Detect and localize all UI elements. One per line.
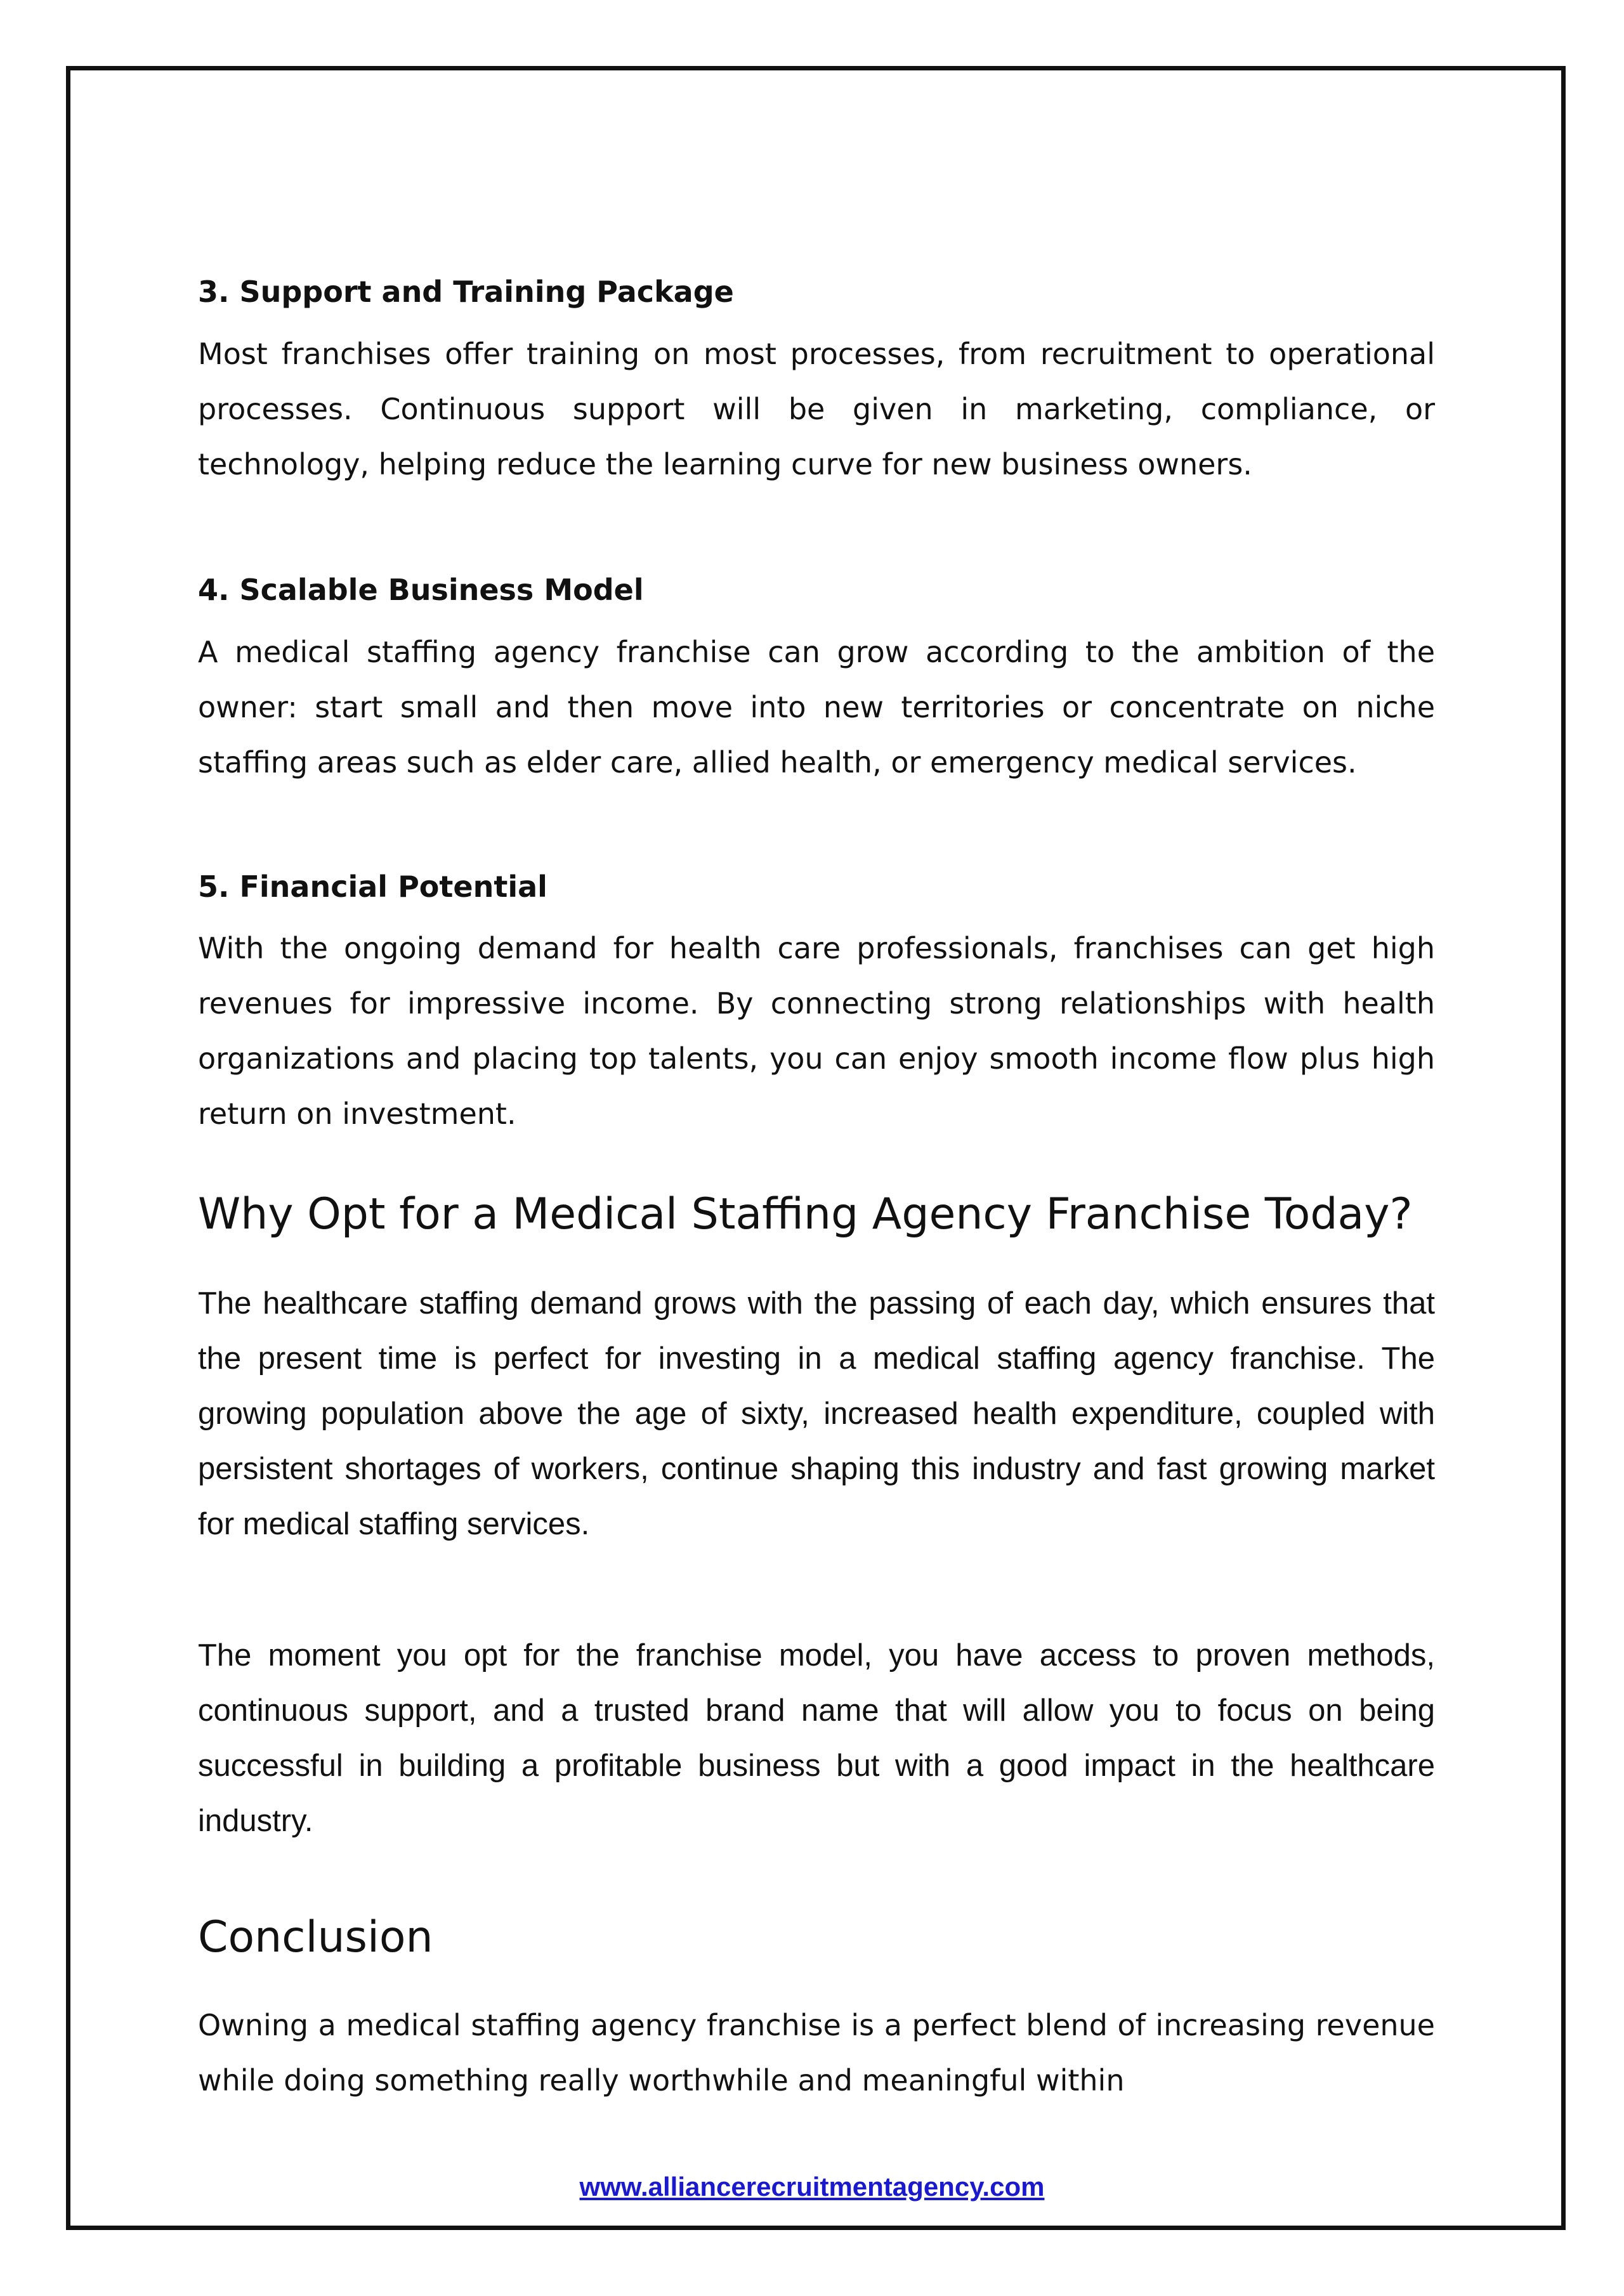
section-heading-financial-potential: 5. Financial Potential — [198, 870, 547, 904]
conclusion-heading: Conclusion — [198, 1912, 433, 1962]
section-heading-support-training: 3. Support and Training Package — [198, 275, 734, 309]
conclusion-paragraph: Owning a medical staffing agency franchise is a perfect blend of increasing revenue while doing something really worthwhile and meaningful within — [198, 2008, 1435, 2097]
section-body-scalable-model: A medical staffing agency franchise can grow according to the ambition of the owner: start small and then move into new territories or concentrate on niche staffing areas such as elder care, allied health, or emergency medical services. — [198, 635, 1435, 779]
website-link[interactable]: www.alliancerecruitmentagency.com — [579, 2172, 1045, 2201]
why-opt-paragraph-1: The healthcare staffing demand grows with the passing of each day, which ensures that the present time is perfect for investing in a medical staffing agency franchise. The growing population above the age of sixty, increased health expenditure, coupled with persistent shortages of workers, continue shaping this industry and fast growing market for medical staffing services. — [198, 1286, 1435, 1541]
why-opt-heading: Why Opt for a Medical Staffing Agency Franchise Today? — [198, 1189, 1413, 1239]
section-body-support-training: Most franchises offer training on most processes, from recruitment to operational processes. Continuous support will be given in marketing, compliance, or technology, helping reduce the learning curve for new business owners. — [198, 337, 1435, 481]
section-heading-scalable-model: 4. Scalable Business Model — [198, 573, 644, 607]
why-opt-paragraph-2: The moment you opt for the franchise model, you have access to proven methods, continuous support, and a trusted brand name that will allow you to focus on being successful in building a profitable business but with a good impact in the healthcare industry. — [198, 1638, 1435, 1838]
section-body-financial-potential: With the ongoing demand for health care professionals, franchises can get high revenues for impressive income. By connecting strong relationships with health organizations and placing top talents, you can enjoy smooth income flow plus high return on investment. — [198, 931, 1435, 1131]
